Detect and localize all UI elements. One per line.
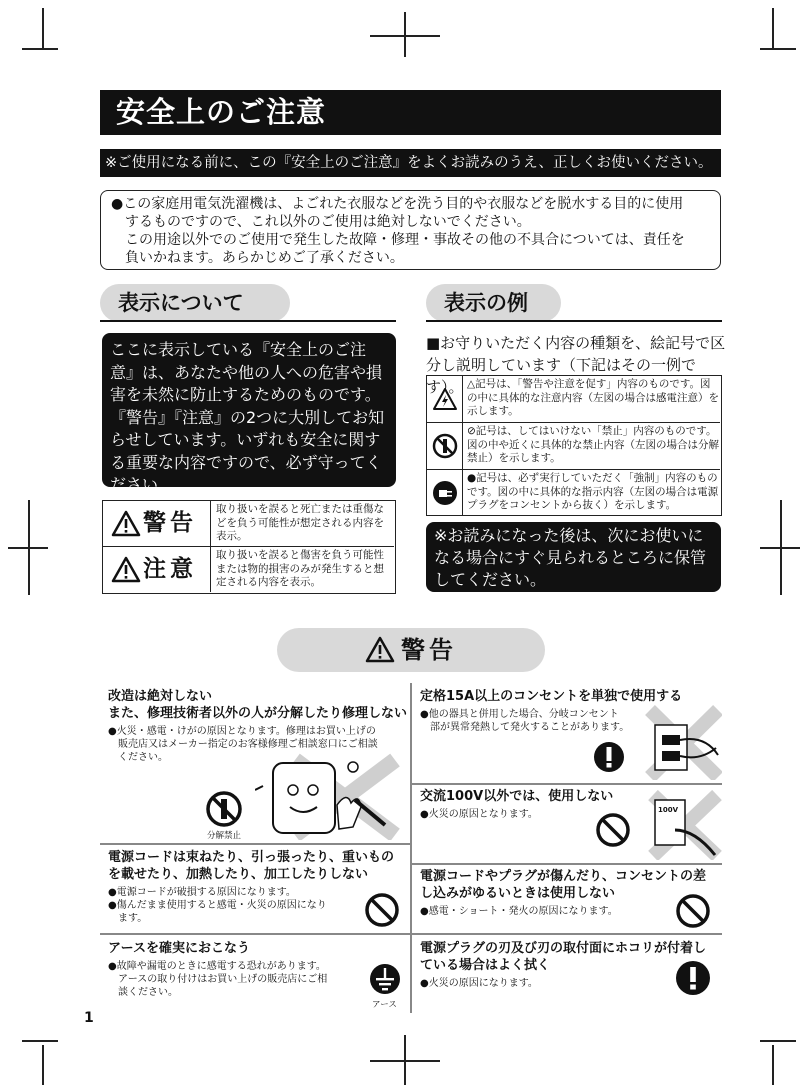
crop-mark xyxy=(28,500,30,595)
keep-manual-note: ※お読みになった後は、次にお使いになる場合にすぐ見られるところに保管してください。 xyxy=(426,522,721,592)
warning-label-text: 警告 xyxy=(143,510,197,536)
item-body: ●傷んだまま使用すると感電・火災の原因になり xyxy=(108,900,327,911)
page-title: 安全上のご注意 xyxy=(100,90,721,135)
mandatory-icon xyxy=(675,960,711,996)
purpose-line: 負いかねます。あらかじめご了承ください。 xyxy=(125,250,404,266)
caution-triangle-icon xyxy=(111,556,141,583)
divider xyxy=(100,320,396,322)
washer-repair-illustration xyxy=(255,745,405,840)
unplug-mandatory-icon xyxy=(432,480,458,506)
example-row-prohibited xyxy=(427,423,720,470)
example-row-caution xyxy=(427,376,720,423)
crop-mark xyxy=(772,8,774,48)
row-divider xyxy=(412,933,722,935)
crop-mark xyxy=(780,500,782,595)
100v-outlet-illustration xyxy=(645,790,723,860)
purpose-line: ●この家庭用電気洗濯機は、よごれた衣服などを洗う目的や衣服などを脱水する目的に使用 xyxy=(111,196,684,212)
warning-triangle-icon xyxy=(365,636,395,663)
usage-purpose-notice xyxy=(100,190,721,270)
example-caution-text: △記号は、「警告や注意を促す」内容のものです。図の中に具体的な注意内容（左図の場合は感電注意）を示します。 xyxy=(467,378,719,417)
purpose-line: するものですので、これ以外のご使用は絶対しないでください。 xyxy=(125,214,531,230)
caution-label xyxy=(103,547,211,592)
symbol-example-table xyxy=(426,375,722,516)
prohibited-icon xyxy=(595,812,631,848)
warning-section-label: 警告 xyxy=(401,636,457,664)
purpose-line: この用途以外でのご使用で発生した故障・修理・事故その他の不具合については、責任を xyxy=(125,232,685,248)
warning-section-heading xyxy=(277,628,545,672)
item-title: 改造は絶対しない xyxy=(108,689,213,704)
prohibited-icon xyxy=(364,892,400,928)
item-title: を載せたり、加熱したり、加工したりしない xyxy=(108,867,369,882)
mandatory-icon xyxy=(593,741,625,773)
row-divider xyxy=(412,863,722,865)
item-body: 販売店又はメーカー指定のお客様修理ご相談窓口にご相談 xyxy=(118,739,378,750)
row-divider xyxy=(100,933,410,935)
item-body: ●電源コードが破損する原因になります。 xyxy=(108,887,296,898)
crop-mark xyxy=(42,1045,44,1085)
outlet-voltage-label: 100V xyxy=(658,806,679,814)
about-description: ここに表示している『安全上のご注意』は、あなたや他の人への危害や損害を未然に防止するためのものです。『警告』『注意』の2つに大別してお知らせしています。いずれも安全に関する重要な内容ですので、必ず守ってください。 xyxy=(102,333,396,487)
examples-heading: 表示の例 xyxy=(426,284,561,322)
outlet-multi-plug-illustration xyxy=(640,705,722,780)
item-title: 交流100V以外では、使用しない xyxy=(420,789,614,804)
item-title: 電源プラグの刃及び刃の取付面にホコリが付着し xyxy=(420,941,707,956)
page-number: 1 xyxy=(84,1010,94,1026)
icon-caption: 分解禁止 xyxy=(207,831,242,841)
crop-mark xyxy=(22,48,58,50)
disassembly-prohibited-icon xyxy=(205,790,243,828)
caution-label-text: 注意 xyxy=(143,556,197,582)
warning-label xyxy=(103,501,211,546)
item-title: 電源コードやプラグが傷んだり、コンセントの差 xyxy=(420,869,707,884)
item-title: アースを確実におこなう xyxy=(108,941,250,956)
prohibited-icon xyxy=(675,893,711,929)
example-prohibited-text: ⊘記号は、してはいけない「禁止」内容のものです。図の中や近くに具体的な禁止内容（左図の場合は分解禁止）を示します。 xyxy=(467,425,719,464)
column-divider xyxy=(410,683,412,1013)
item-body: アースの取り付けはお買い上げの販売店にご相 xyxy=(118,974,328,985)
item-body: 部が異常発熱して発火することがあります。 xyxy=(430,722,630,733)
warning-item-earth-ground xyxy=(108,940,408,999)
divider xyxy=(426,320,722,322)
item-body: ●火災の原因となります。 xyxy=(420,809,538,820)
example-row-mandatory xyxy=(427,470,720,516)
warning-item-cord-care xyxy=(108,849,408,925)
earth-ground-icon xyxy=(368,962,402,996)
item-body: ●火災の原因になります。 xyxy=(420,978,538,989)
read-first-banner: ※ご使用になる前に、この『安全上のご注意』をよくお読みのうえ、正しくお使いください。 xyxy=(100,149,721,177)
item-body: ます。 xyxy=(118,913,148,924)
item-title: 電源コードは束ねたり、引っ張ったり、重いもの xyxy=(108,850,395,865)
row-divider xyxy=(412,783,722,785)
crop-mark xyxy=(404,1035,406,1085)
item-body: ●感電・ショート・発火の原因になります。 xyxy=(420,906,618,917)
crop-mark xyxy=(42,8,44,48)
item-title: また、修理技術者以外の人が分解したり修理しない xyxy=(108,706,408,721)
crop-mark xyxy=(760,48,796,50)
disassembly-prohibited-icon xyxy=(432,433,458,459)
examples-intro: ■お守りいただく内容の種類を、絵記号で区分し説明しています（下記はその一例です）。 xyxy=(426,334,726,396)
item-body: 談ください。 xyxy=(118,987,178,998)
caution-row xyxy=(103,547,394,592)
item-title: ている場合はよく拭く xyxy=(420,958,551,973)
row-divider xyxy=(100,843,410,845)
crop-mark xyxy=(22,1040,58,1042)
item-title: し込みがゆるいときは使用しない xyxy=(420,886,616,901)
crop-mark xyxy=(404,12,406,57)
item-body: ●他の器具と併用した場合、分岐コンセント xyxy=(420,709,619,720)
about-heading: 表示について xyxy=(100,284,290,322)
signal-word-table xyxy=(102,500,396,594)
warning-triangle-icon xyxy=(111,510,141,537)
crop-mark xyxy=(772,1045,774,1085)
electric-shock-caution-icon xyxy=(432,387,458,411)
caution-description: 取り扱いを誤ると傷害を負う可能性または物的損害のみが発生すると想定される内容を表示。 xyxy=(216,549,384,588)
example-mandatory-text: ●記号は、必ず実行していただく「強制」内容のものです。図の中に具体的な指示内容（左図の場合は電源プラグをコンセントから抜く）を示します。 xyxy=(467,472,719,511)
warning-row xyxy=(103,501,394,547)
warning-description: 取り扱いを誤ると死亡または重傷などを負う可能性が想定される内容を表示。 xyxy=(216,503,384,542)
item-title: 定格15A以上のコンセントを単独で使用する xyxy=(420,689,683,704)
item-body: ●故障や漏電のときに感電する恐れがあります。 xyxy=(108,961,326,972)
item-body: ください。 xyxy=(118,752,168,763)
icon-caption: アース xyxy=(372,1000,397,1010)
crop-mark xyxy=(760,1040,796,1042)
item-body: ●火災・感電・けがの原因となります。修理はお買い上げの xyxy=(108,726,376,737)
